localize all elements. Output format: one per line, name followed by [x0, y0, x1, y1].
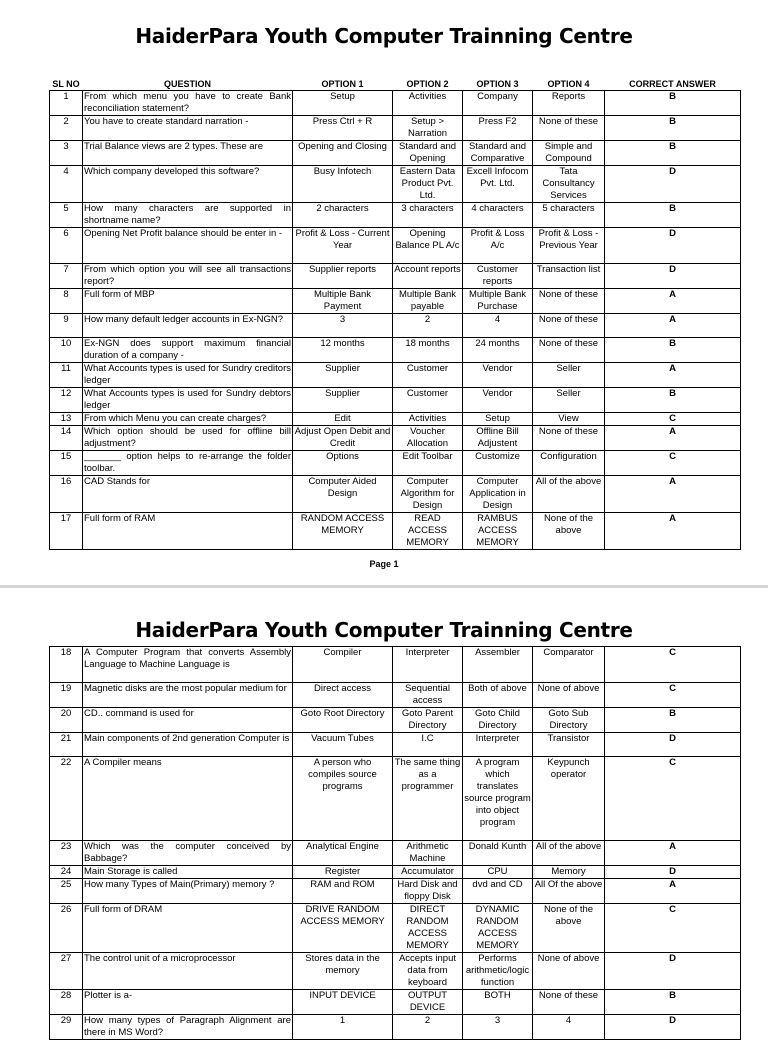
row-question: Opening Net Profit balance should be enter in - — [83, 228, 293, 264]
row-correct-answer: C — [605, 413, 741, 426]
row-option-2: Interpreter — [393, 647, 463, 683]
row-option-3: A program which translates source program into object program — [463, 757, 533, 841]
row-option-4: None of these — [533, 289, 605, 314]
row-question: A Computer Program that converts Assembly Language to Machine Language is — [83, 647, 293, 683]
header-row — [50, 76, 741, 91]
row-option-3: RAMBUS ACCESS MEMORY — [463, 513, 533, 550]
row-option-3: Assembler — [463, 647, 533, 683]
table-row — [50, 866, 741, 879]
row-question: CAD Stands for — [83, 476, 293, 513]
row-option-1: Busy Infotech — [293, 166, 393, 203]
row-sl-no: 28 — [50, 990, 83, 1015]
row-option-3: Excell Infocom Pvt. Ltd. — [463, 166, 533, 203]
row-correct-answer: A — [605, 476, 741, 513]
table-row — [50, 879, 741, 904]
row-option-1: Adjust Open Debit and Credit — [293, 426, 393, 451]
row-option-1: Register — [293, 866, 393, 879]
row-option-2: Goto Parent Directory — [393, 708, 463, 733]
row-option-3: 24 months — [463, 338, 533, 363]
table-row — [50, 338, 741, 363]
table-body-page-1 — [50, 91, 741, 550]
row-option-1: Supplier — [293, 363, 393, 388]
row-sl-no: 8 — [50, 289, 83, 314]
row-question: Trial Balance views are 2 types. These are — [83, 141, 293, 166]
row-correct-answer: B — [605, 708, 741, 733]
row-correct-answer: D — [605, 953, 741, 990]
row-option-4: Reports — [533, 91, 605, 116]
row-option-3: Goto Child Directory — [463, 708, 533, 733]
row-sl-no: 21 — [50, 733, 83, 757]
row-question: Full form of RAM — [83, 513, 293, 550]
row-correct-answer: D — [605, 166, 741, 203]
row-option-2: Multiple Bank payable — [393, 289, 463, 314]
row-correct-answer: D — [605, 733, 741, 757]
row-option-3: CPU — [463, 866, 533, 879]
row-option-2: I.C — [393, 733, 463, 757]
row-option-1: Press Ctrl + R — [293, 116, 393, 141]
row-sl-no: 16 — [50, 476, 83, 513]
row-correct-answer: A — [605, 426, 741, 451]
row-option-1: Goto Root Directory — [293, 708, 393, 733]
row-option-4: Simple and Compound — [533, 141, 605, 166]
row-option-2: Activities — [393, 91, 463, 116]
table-row — [50, 476, 741, 513]
row-option-3: Multiple Bank Purchase — [463, 289, 533, 314]
row-option-4: All Of the above — [533, 879, 605, 904]
row-option-3: Performs arithmetic/logic function — [463, 953, 533, 990]
quiz-table-page-1 — [49, 76, 741, 550]
row-correct-answer: C — [605, 451, 741, 476]
row-option-4: 5 characters — [533, 203, 605, 228]
header-option-3: OPTION 3 — [476, 79, 519, 89]
row-sl-no: 17 — [50, 513, 83, 550]
table-row — [50, 990, 741, 1015]
row-sl-no: 22 — [50, 757, 83, 841]
row-question: Ex-NGN does support maximum financial duration of a company - — [84, 338, 291, 361]
row-correct-answer: B — [605, 203, 741, 228]
page-number: Page 1 — [369, 559, 399, 569]
table-row — [50, 513, 741, 550]
row-option-3: Customer reports — [463, 264, 533, 289]
table-row — [50, 451, 741, 476]
row-question: How many Types of Main(Primary) memory ? — [83, 879, 293, 904]
table-row — [50, 116, 741, 141]
row-option-3: Profit & Loss A/c — [463, 228, 533, 264]
row-option-1: Computer Aided Design — [293, 476, 393, 513]
row-option-1: Direct access — [293, 683, 393, 708]
table-row — [50, 1015, 741, 1040]
row-option-3: Setup — [463, 413, 533, 426]
row-question: How many types of Paragraph Alignment are there in MS Word? — [84, 1015, 291, 1038]
page-2 — [0, 588, 768, 1038]
row-question: Full form of MBP — [83, 289, 293, 314]
row-sl-no: 25 — [50, 879, 83, 904]
row-correct-answer: C — [605, 683, 741, 708]
table-row — [50, 264, 741, 289]
row-option-4: Transistor — [533, 733, 605, 757]
row-sl-no: 27 — [50, 953, 83, 990]
row-option-2: Accumulator — [393, 866, 463, 879]
row-option-2: Computer Algorithm for Design — [393, 476, 463, 513]
row-option-4: Transaction list — [533, 264, 605, 289]
row-option-2: Arithmetic Machine — [393, 841, 463, 866]
table-row — [50, 91, 741, 116]
row-option-3: Computer Application in Design — [463, 476, 533, 513]
header-sl-no: SL NO — [52, 79, 80, 89]
row-option-4: 4 — [533, 1015, 605, 1040]
page-title: HaiderPara Youth Computer Trainning Centre — [135, 24, 633, 48]
header-question: QUESTION — [163, 79, 211, 89]
row-option-3: Customize — [463, 451, 533, 476]
row-option-3: Standard and Comparative — [463, 141, 533, 166]
row-sl-no: 15 — [50, 451, 83, 476]
row-correct-answer: A — [605, 314, 741, 338]
row-sl-no: 19 — [50, 683, 83, 708]
row-option-4: None of the above — [533, 513, 605, 550]
row-option-1: Options — [293, 451, 393, 476]
table-row — [50, 757, 741, 841]
row-sl-no: 14 — [50, 426, 83, 451]
row-option-2: 2 — [393, 1015, 463, 1040]
row-option-1: RAM and ROM — [293, 879, 393, 904]
row-sl-no: 11 — [50, 363, 83, 388]
row-option-3: Offline Bill Adjustent — [463, 426, 533, 451]
row-option-4: None of above — [533, 683, 605, 708]
row-question: Which option should be used for offline bill adjustment? — [84, 426, 291, 449]
row-option-1: Opening and Closing — [293, 141, 393, 166]
row-sl-no: 23 — [50, 841, 83, 866]
table-row — [50, 683, 741, 708]
row-correct-answer: A — [605, 879, 741, 904]
row-correct-answer: C — [605, 757, 741, 841]
row-correct-answer: D — [605, 1015, 741, 1040]
row-question: The control unit of a microprocessor — [83, 953, 293, 990]
table-row — [50, 841, 741, 866]
row-question: Magnetic disks are the most popular medium for — [83, 683, 293, 708]
row-option-4: Goto Sub Directory — [533, 708, 605, 733]
row-option-1: INPUT DEVICE — [293, 990, 393, 1015]
row-option-2: Account reports — [393, 264, 463, 289]
row-option-1: Supplier reports — [293, 264, 393, 289]
row-sl-no: 26 — [50, 904, 83, 953]
row-option-1: 1 — [293, 1015, 393, 1040]
table-row — [50, 166, 741, 203]
table-row — [50, 413, 741, 426]
header-option-1: OPTION 1 — [321, 79, 364, 89]
row-question: You have to create standard narration - — [83, 116, 293, 141]
row-option-2: The same thing as a programmer — [393, 757, 463, 841]
row-question: From which option you will see all transactions report? — [84, 264, 291, 287]
row-option-3: 3 — [463, 1015, 533, 1040]
row-sl-no: 20 — [50, 708, 83, 733]
row-option-3: 4 — [463, 314, 533, 338]
row-option-3: Interpreter — [463, 733, 533, 757]
table-row — [50, 953, 741, 990]
row-option-4: None of these — [533, 990, 605, 1015]
row-question: Main Storage is called — [83, 866, 293, 879]
row-option-1: 2 characters — [293, 203, 393, 228]
table-row — [50, 904, 741, 953]
row-option-2: 3 characters — [393, 203, 463, 228]
row-sl-no: 18 — [50, 647, 83, 683]
row-option-3: BOTH — [463, 990, 533, 1015]
row-option-3: Both of above — [463, 683, 533, 708]
row-question: What Accounts types is used for Sundry debtors ledger — [84, 388, 291, 411]
row-option-2: OUTPUT DEVICE — [393, 990, 463, 1015]
row-correct-answer: C — [605, 647, 741, 683]
row-sl-no: 29 — [50, 1015, 83, 1040]
row-option-4: Comparator — [533, 647, 605, 683]
row-option-3: DYNAMIC RANDOM ACCESS MEMORY — [463, 904, 533, 953]
row-option-1: DRIVE RANDOM ACCESS MEMORY — [293, 904, 393, 953]
table-row — [50, 733, 741, 757]
row-option-4: Keypunch operator — [533, 757, 605, 841]
table-row — [50, 228, 741, 264]
row-option-2: DIRECT RANDOM ACCESS MEMORY — [393, 904, 463, 953]
row-sl-no: 2 — [50, 116, 83, 141]
row-sl-no: 1 — [50, 91, 83, 116]
row-option-1: Stores data in the memory — [293, 953, 393, 990]
row-sl-no: 9 — [50, 314, 83, 338]
row-correct-answer: B — [605, 91, 741, 116]
row-option-1: Supplier — [293, 388, 393, 413]
row-option-3: dvd and CD — [463, 879, 533, 904]
row-option-2: Opening Balance PL A/c — [393, 228, 463, 264]
row-option-4: None of these — [533, 314, 605, 338]
row-question: Which was the computer conceived by Babbage? — [84, 841, 291, 864]
row-sl-no: 12 — [50, 388, 83, 413]
row-option-3: Press F2 — [463, 116, 533, 141]
row-option-2: Customer — [393, 388, 463, 413]
row-option-2: 18 months — [393, 338, 463, 363]
row-sl-no: 6 — [50, 228, 83, 264]
row-option-2: Standard and Opening — [393, 141, 463, 166]
header-correct-answer: CORRECT ANSWER — [629, 79, 716, 89]
row-option-3: Vendor — [463, 363, 533, 388]
row-option-4: All of the above — [533, 476, 605, 513]
row-option-1: RANDOM ACCESS MEMORY — [293, 513, 393, 550]
row-question: From which Menu you can create charges? — [83, 413, 293, 426]
row-option-4: None of these — [533, 426, 605, 451]
row-option-3: Vendor — [463, 388, 533, 413]
page-title: HaiderPara Youth Computer Trainning Centre — [135, 618, 633, 642]
row-question: What Accounts types is used for Sundry creditors ledger — [84, 363, 291, 386]
row-option-1: Edit — [293, 413, 393, 426]
row-option-1: Vacuum Tubes — [293, 733, 393, 757]
row-option-2: Setup > Narration — [393, 116, 463, 141]
table-row — [50, 388, 741, 413]
table-row — [50, 289, 741, 314]
table-row — [50, 708, 741, 733]
row-question: How many characters are supported in shortname name? — [84, 203, 291, 226]
row-option-1: Profit & Loss - Current Year — [293, 228, 393, 264]
row-option-4: None of the above — [533, 904, 605, 953]
row-option-1: 12 months — [293, 338, 393, 363]
row-correct-answer: D — [605, 866, 741, 879]
row-sl-no: 5 — [50, 203, 83, 228]
row-option-4: Seller — [533, 363, 605, 388]
row-option-4: Seller — [533, 388, 605, 413]
row-option-4: None of above — [533, 953, 605, 990]
row-option-1: Setup — [293, 91, 393, 116]
row-question: Which company developed this software? — [83, 166, 293, 203]
row-option-2: Activities — [393, 413, 463, 426]
row-correct-answer: A — [605, 289, 741, 314]
quiz-table-page-2 — [49, 646, 741, 1040]
row-question: How many default ledger accounts in Ex-NGN? — [83, 314, 293, 338]
table-row — [50, 363, 741, 388]
row-option-2: 2 — [393, 314, 463, 338]
row-option-1: Analytical Engine — [293, 841, 393, 866]
table-row — [50, 141, 741, 166]
row-option-2: Customer — [393, 363, 463, 388]
row-option-2: Sequential access — [393, 683, 463, 708]
row-option-2: Edit Toolbar — [393, 451, 463, 476]
row-option-3: Donald Kunth — [463, 841, 533, 866]
row-option-4: None of these — [533, 338, 605, 363]
row-question: Full form of DRAM — [83, 904, 293, 953]
row-correct-answer: A — [605, 513, 741, 550]
table-row — [50, 426, 741, 451]
row-correct-answer: B — [605, 338, 741, 363]
header-option-2: OPTION 2 — [406, 79, 449, 89]
row-option-1: A person who compiles source programs — [293, 757, 393, 841]
table-row — [50, 647, 741, 683]
row-sl-no: 3 — [50, 141, 83, 166]
row-correct-answer: B — [605, 116, 741, 141]
row-sl-no: 13 — [50, 413, 83, 426]
row-option-2: READ ACCESS MEMORY — [393, 513, 463, 550]
row-correct-answer: A — [605, 841, 741, 866]
row-option-4: Configuration — [533, 451, 605, 476]
row-option-3: 4 characters — [463, 203, 533, 228]
row-option-3: Company — [463, 91, 533, 116]
row-option-2: Voucher Allocation — [393, 426, 463, 451]
row-option-2: Hard Disk and floppy Disk — [393, 879, 463, 904]
row-option-4: View — [533, 413, 605, 426]
row-option-1: 3 — [293, 314, 393, 338]
row-question: From which menu you have to create Bank reconciliation statement? — [84, 91, 291, 114]
row-sl-no: 4 — [50, 166, 83, 203]
table-row — [50, 314, 741, 338]
row-option-1: Multiple Bank Payment — [293, 289, 393, 314]
row-option-2: Eastern Data Product Pvt. Ltd. — [393, 166, 463, 203]
row-question: Plotter is a- — [83, 990, 293, 1015]
row-correct-answer: B — [605, 990, 741, 1015]
row-correct-answer: B — [605, 388, 741, 413]
row-correct-answer: B — [605, 141, 741, 166]
row-correct-answer: D — [605, 228, 741, 264]
row-option-4: Profit & Loss - Previous Year — [533, 228, 605, 264]
row-sl-no: 7 — [50, 264, 83, 289]
row-correct-answer: A — [605, 363, 741, 388]
row-option-4: All of the above — [533, 841, 605, 866]
row-option-2: Accepts input data from keyboard — [393, 953, 463, 990]
row-correct-answer: C — [605, 904, 741, 953]
header-option-4: OPTION 4 — [547, 79, 590, 89]
row-option-4: Tata Consultancy Services — [533, 166, 605, 203]
row-question: _______ option helps to re-arrange the folder toolbar. — [84, 451, 291, 474]
table-body-page-2 — [50, 647, 741, 1040]
row-sl-no: 24 — [50, 866, 83, 879]
table-row — [50, 203, 741, 228]
row-option-4: Memory — [533, 866, 605, 879]
row-question: Main components of 2nd generation Computer is — [83, 733, 293, 757]
row-option-1: Compiler — [293, 647, 393, 683]
row-question: A Compiler means — [83, 757, 293, 841]
row-question: CD.. command is used for — [83, 708, 293, 733]
row-option-4: None of these — [533, 116, 605, 141]
row-correct-answer: D — [605, 264, 741, 289]
row-sl-no: 10 — [50, 338, 83, 363]
